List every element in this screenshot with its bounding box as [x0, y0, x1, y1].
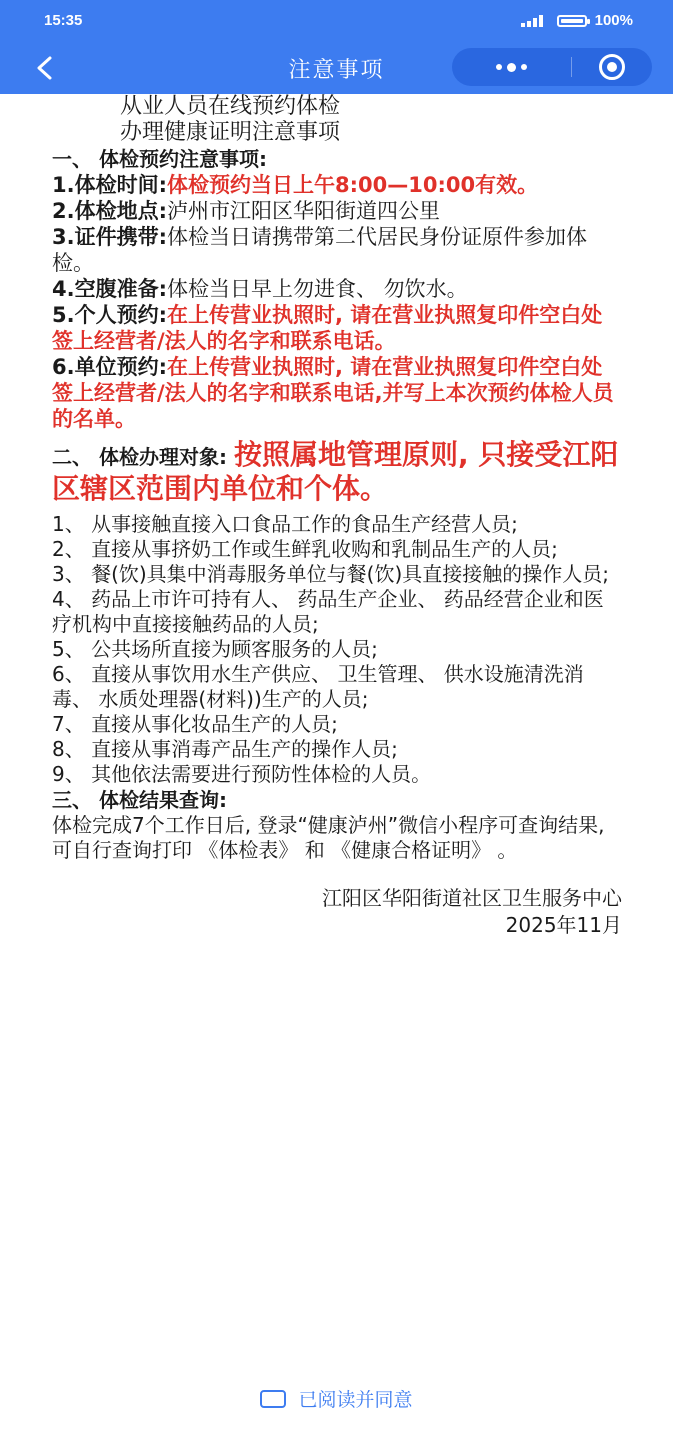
hd-signal-icon [521, 15, 549, 27]
more-button[interactable] [452, 48, 571, 86]
list-item: 5、 公共场所直接为顾客服务的人员; [52, 637, 378, 661]
agree-checkbox[interactable] [260, 1390, 286, 1408]
more-dots-icon [496, 64, 502, 70]
mini-program-capsule [452, 48, 652, 86]
section3-heading: 三、 体检结果查询: [52, 788, 227, 812]
list-item: 3、 餐(饮)具集中消毒服务单位与餐(饮)具直接接触的操作人员; [52, 562, 610, 586]
section1-heading: 一、 体检预约注意事项: [52, 147, 267, 171]
list-item: 7、 直接从事化妆品生产的人员; [52, 712, 338, 736]
section2 [52, 438, 622, 506]
list-item: 8、 直接从事消毒产品生产的操作人员; [52, 737, 398, 761]
agree-checkbox-row[interactable] [0, 1385, 673, 1412]
nav-bar [0, 42, 673, 94]
notice-item-5: 5.个人预约:在上传营业执照时, 请在营业执照复印件空白处签上经营者/法人的名字和联系电话。 [52, 303, 603, 353]
section3-text: 体检完成7个工作日后, 登录“健康泸州”微信小程序可查询结果, 可自行查询打印 《体检表》 和 《健康合格证明》 。 [52, 813, 605, 862]
target-list [52, 512, 622, 787]
section2-heading: 二、 体检办理对象: [52, 445, 234, 469]
signature-org: 江阳区华阳街道社区卫生服务中心 [322, 886, 622, 910]
notice-content [52, 94, 622, 939]
status-bar [0, 0, 673, 42]
target-circle-icon [599, 54, 625, 80]
notice-item-4: 4.空腹准备:体检当日早上勿进食、 勿饮水。 [52, 277, 468, 301]
list-item: 6、 直接从事饮用水生产供应、 卫生管理、 供水设施清洗消毒、 水质处理器(材料))生产的人员; [52, 662, 584, 711]
battery-percent: 100% [594, 12, 633, 29]
list-item: 1、 从事接触直接入口食品工作的食品生产经营人员; [52, 512, 518, 536]
agree-label[interactable]: 已阅读并同意 [298, 1389, 413, 1411]
notice-item-2: 2.体检地点:泸州市江阳区华阳街道四公里 [52, 199, 440, 223]
doc-title-line1: 从业人员在线预约体检 [120, 94, 341, 119]
list-item: 2、 直接从事挤奶工作或生鲜乳收购和乳制品生产的人员; [52, 537, 558, 561]
notice-item-3: 3.证件携带:体检当日请携带第二代居民身份证原件参加体检。 [52, 225, 587, 275]
battery-icon [557, 15, 587, 27]
list-item: 9、 其他依法需要进行预防性体检的人员。 [52, 762, 432, 786]
close-button[interactable] [572, 48, 652, 86]
notice-item-1: 1.体检时间:体检预约当日上午8:00—10:00有效。 [52, 173, 539, 197]
list-item: 4、 药品上市许可持有人、 药品生产企业、 药品经营企业和医疗机构中直接接触药品的人员; [52, 587, 604, 636]
doc-title-line2: 办理健康证明注意事项 [120, 120, 341, 145]
status-right [521, 12, 633, 29]
notice-item-6: 6.单位预约:在上传营业执照时, 请在营业执照复印件空白处签上经营者/法人的名字和联系电话,并写上本次预约体检人员的名单。 [52, 355, 614, 431]
section2-scope: 按照属地管理原则, 只接受江阳区辖区范围内单位和个体。 [52, 438, 619, 505]
signature-date: 2025年11月 [505, 913, 622, 937]
nav-title: 注意事项 [288, 58, 385, 83]
status-time: 15:35 [44, 12, 83, 29]
